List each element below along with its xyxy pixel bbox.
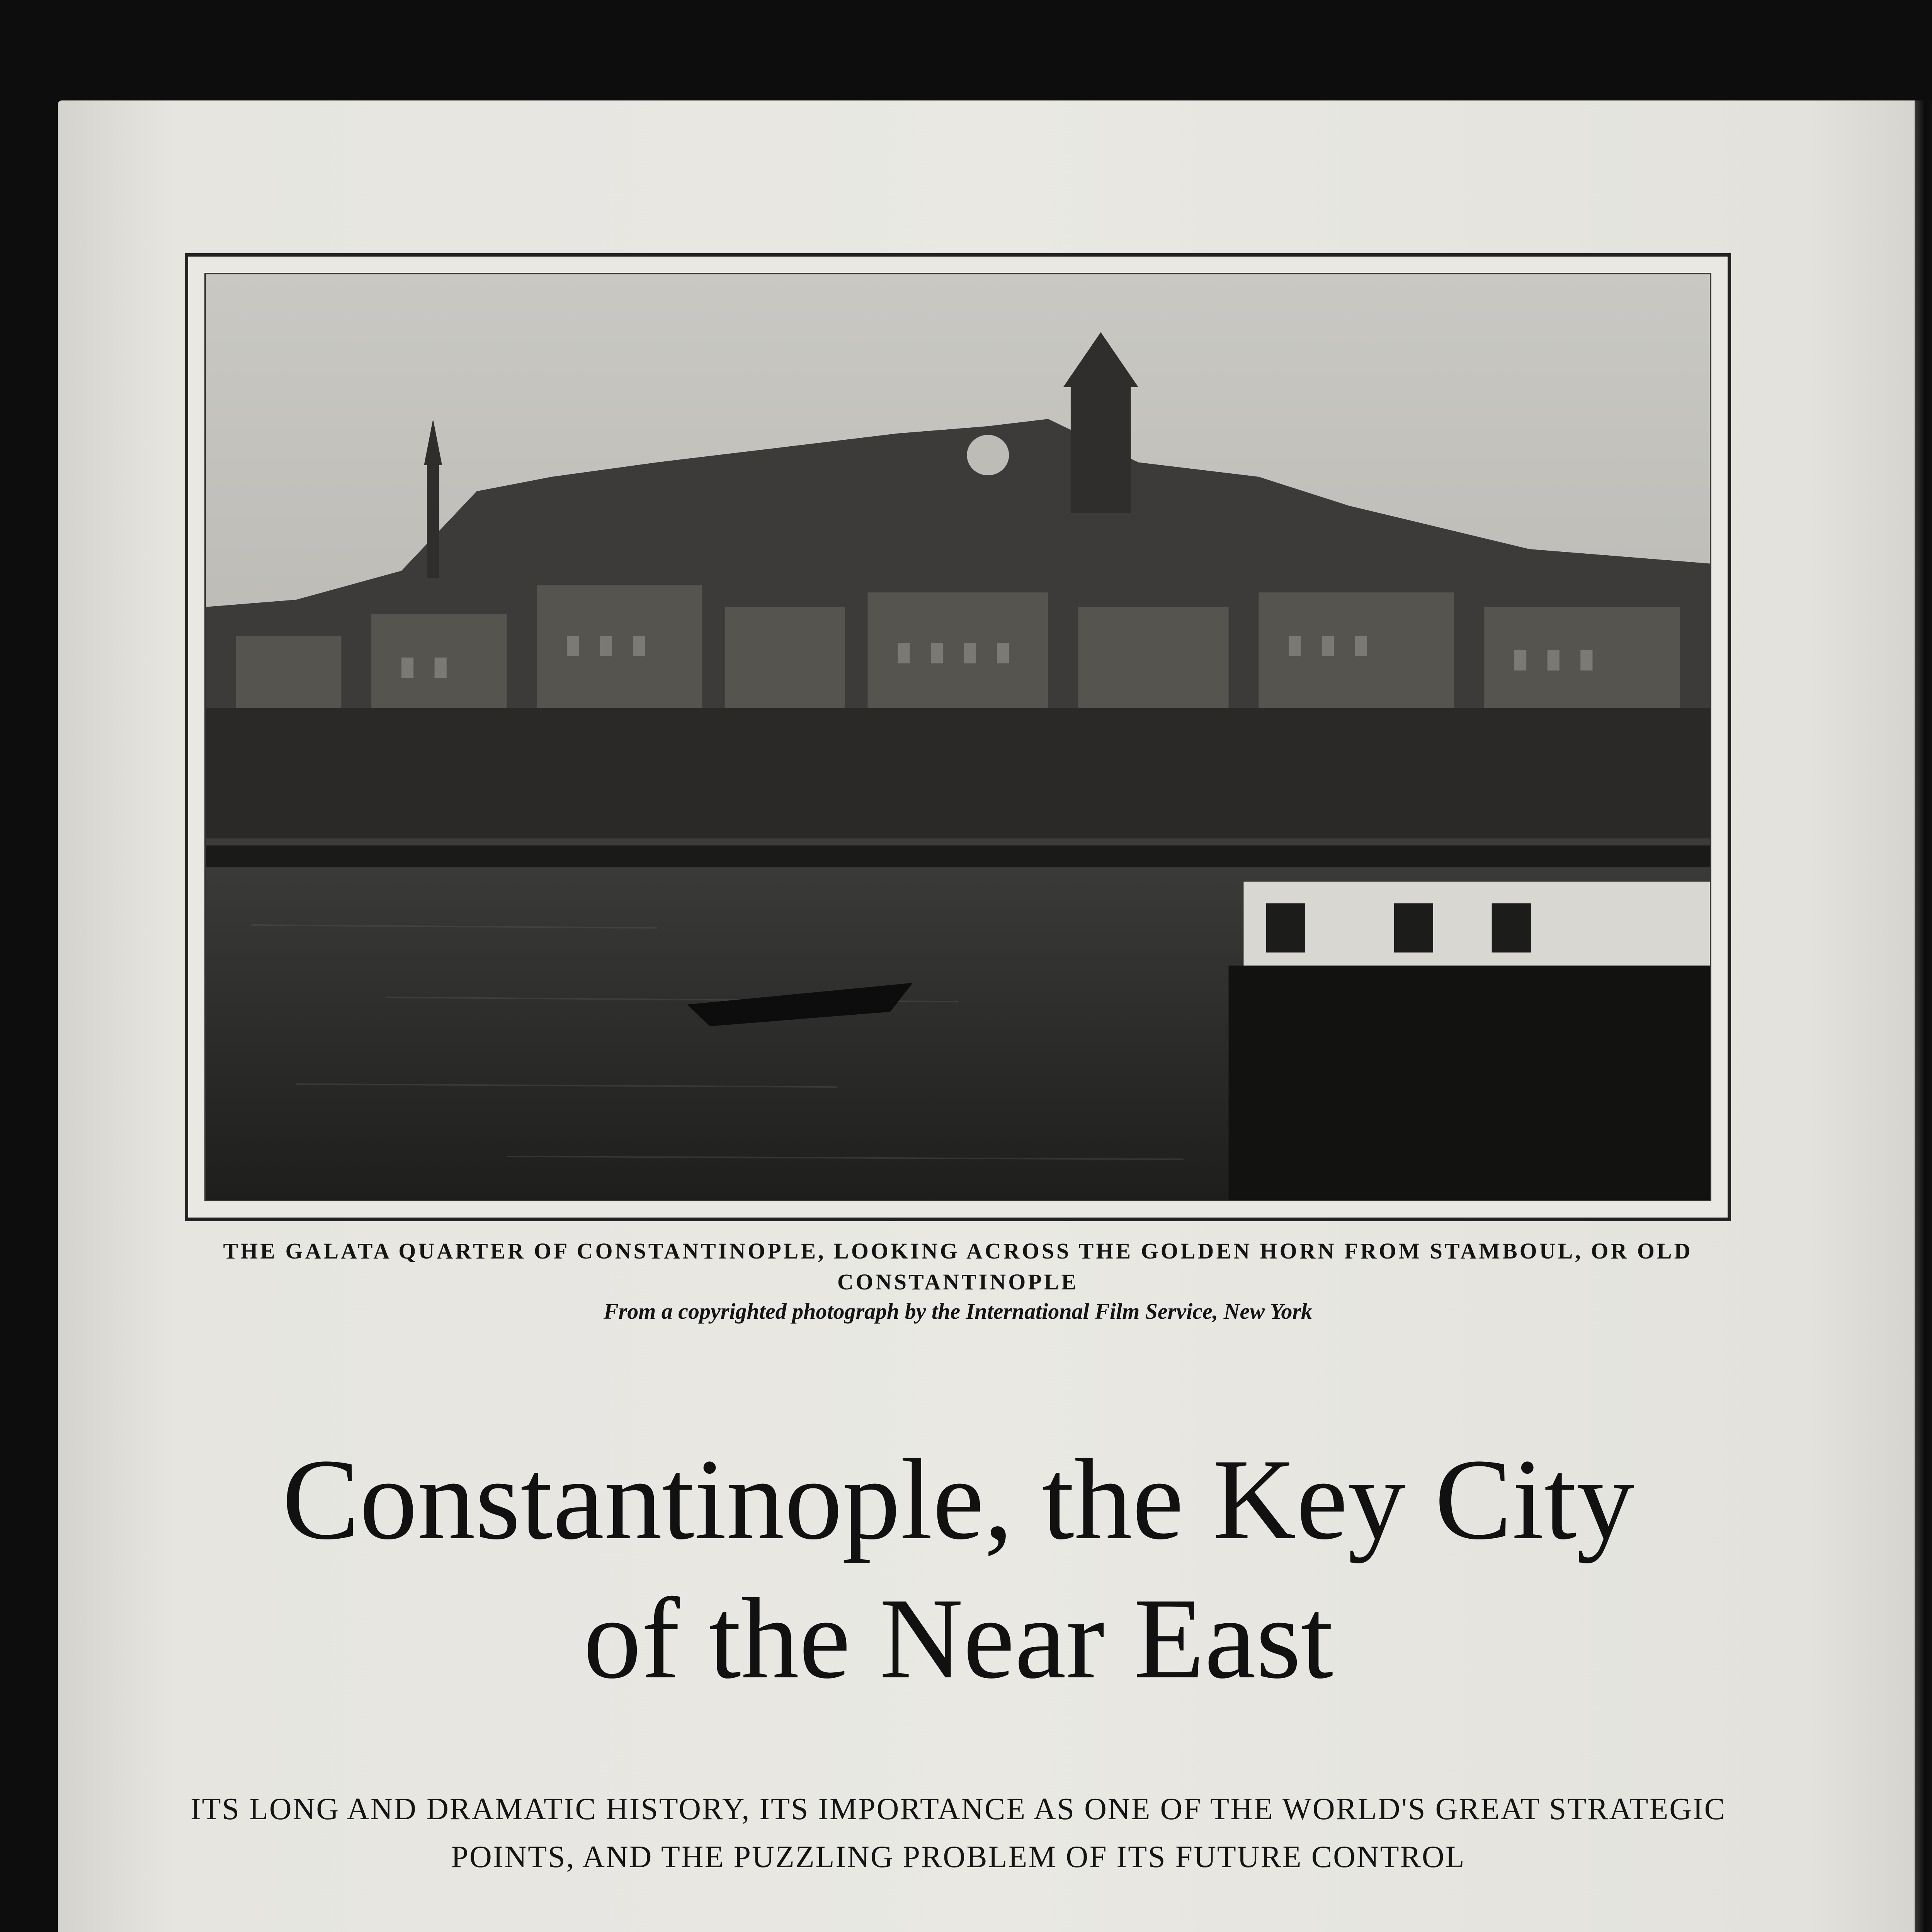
article-title — [135, 1430, 1781, 1708]
article-subtitle: ITS LONG AND DRAMATIC HISTORY, ITS IMPORTANCE AS ONE OF THE WORLD'S GREAT STRATEGIC POINTS, AND THE PUZZLING PROBLEM OF ITS FUTURE CONTROL — [190, 1792, 1726, 1874]
title-line-1: Constantinople, the Key City — [282, 1435, 1634, 1563]
galata-photograph — [204, 273, 1711, 1201]
photo-caption: THE GALATA QUARTER OF CONSTANTINOPLE, LOOKING ACROSS THE GOLDEN HORN FROM STAMBOUL, OR OLD CONSTANTINOPLE — [223, 1238, 1693, 1294]
book-spine — [1915, 100, 1932, 1932]
city-skyline-image — [206, 274, 1710, 1200]
title-line-2: of the Near East — [583, 1574, 1333, 1702]
photo-frame — [185, 253, 1731, 1221]
photo-credit: From a copyrighted photograph by the International Film Service, New York — [603, 1299, 1313, 1324]
